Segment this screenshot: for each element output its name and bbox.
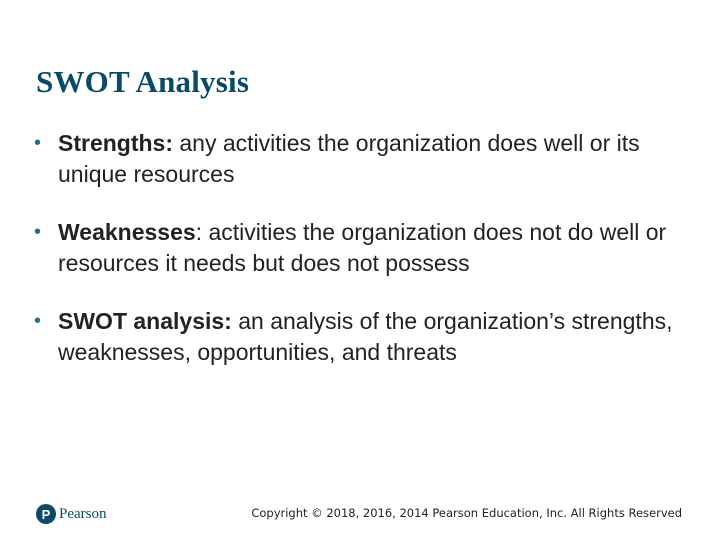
bullet-term: SWOT analysis: <box>58 308 232 334</box>
copyright-notice: Copyright © 2018, 2016, 2014 Pearson Education, Inc. All Rights Reserved <box>251 506 682 520</box>
bullet-list <box>34 128 706 395</box>
bullet-text: an analysis of the organization’s strengths, weaknesses, opportunities, and threats <box>58 308 673 365</box>
pearson-logo <box>36 502 107 526</box>
pearson-logo-icon: P <box>36 504 56 524</box>
bullet-text: any activities the organization does well or its unique resources <box>58 130 640 187</box>
bullet-term: Weaknesses <box>58 219 196 245</box>
bullet-text: : activities the organization does not do well or resources it needs but does not possess <box>58 219 667 276</box>
bullet-item-strengths <box>34 128 706 190</box>
slide-title: SWOT Analysis <box>36 64 250 99</box>
bullet-dot: • <box>34 132 42 154</box>
bullet-term: Strengths: <box>58 130 173 156</box>
footer <box>0 496 720 532</box>
bullet-item-weaknesses <box>34 217 706 279</box>
bullet-dot: • <box>34 310 42 332</box>
pearson-logo-text: Pearson <box>59 505 107 522</box>
bullet-item-swot-analysis <box>34 306 706 368</box>
bullet-dot: • <box>34 221 42 243</box>
